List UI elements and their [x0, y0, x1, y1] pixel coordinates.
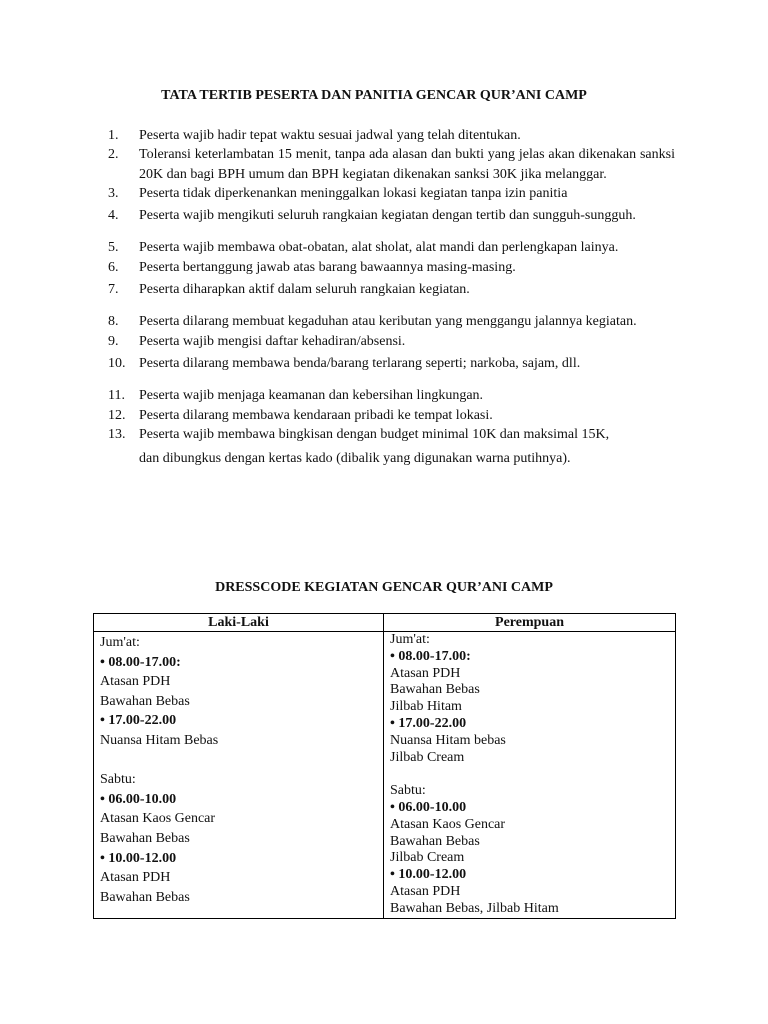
dresscode-table: [93, 613, 676, 919]
rule-text: Peserta wajib membawa obat-obatan, alat sholat, alat mandi dan perlengkapan lainya.: [139, 240, 619, 256]
female-line: Bawahan Bebas: [390, 833, 480, 849]
rule-item-9: [108, 332, 675, 351]
male-time-slot: • 10.00-12.00: [100, 850, 177, 866]
female-line: Atasan Kaos Gencar: [390, 816, 506, 832]
rule-item-6: [108, 258, 675, 277]
female-line: Bawahan Bebas, Jilbab Hitam: [390, 900, 559, 916]
rule-text: Toleransi keterlambatan 15 menit, tanpa ada alasan dan bukti yang jelas akan dikenakan sanksi 20K dan bagi BPH umum dan BPH kegiatan dikenakan sanksi 30K jika melanggar.: [139, 147, 675, 182]
male-line: Bawahan Bebas: [100, 830, 190, 846]
female-line: Jilbab Cream: [390, 850, 465, 866]
rule-number: 4.: [108, 208, 119, 224]
male-column-header: Laki-Laki: [94, 614, 384, 632]
rule-number: 13.: [108, 426, 126, 442]
female-time-slot: • 08.00-17.00:: [390, 648, 471, 664]
female-line: Nuansa Hitam bebas: [390, 732, 506, 748]
male-line: Jum'at:: [100, 635, 140, 650]
rule-number: 10.: [108, 355, 126, 371]
rule-item-2: [108, 145, 675, 184]
rule-item-12: [108, 406, 675, 425]
rule-text: Peserta dilarang membawa kendaraan pribadi ke tempat lokasi.: [139, 407, 493, 423]
rule-item-3: [108, 184, 675, 203]
rules-title: TATA TERTIB PESERTA DAN PANITIA GENCAR QUR’ANI CAMP: [161, 88, 587, 103]
rule-number: 12.: [108, 407, 126, 423]
rule-text: Peserta dilarang membuat kegaduhan atau keributan yang menggangu jalannya kegiatan.: [139, 314, 637, 330]
blank-line: [100, 751, 383, 771]
female-time-slot: • 17.00-22.00: [390, 715, 467, 731]
male-line: Atasan PDH: [100, 674, 171, 690]
female-dresscode-cell: [384, 632, 676, 919]
female-line: Bawahan Bebas: [390, 682, 480, 698]
dresscode-title: DRESSCODE KEGIATAN GENCAR QUR’ANI CAMP: [215, 580, 553, 595]
rule-item-1: [108, 126, 675, 145]
rule-item-10: [108, 354, 675, 373]
rule-text: Peserta dilarang membawa benda/barang terlarang seperti; narkoba, sajam, dll.: [139, 355, 581, 371]
female-line: Jilbab Hitam: [390, 699, 462, 715]
rule-number: 7.: [108, 282, 119, 298]
rule-number: 1.: [108, 128, 119, 143]
dresscode-header-row: [94, 614, 676, 632]
male-dresscode-cell: [94, 632, 384, 919]
rule-item-7: [108, 280, 675, 299]
female-line: Atasan PDH: [390, 665, 461, 681]
rule-text: Peserta wajib membawa bingkisan dengan budget minimal 10K dan maksimal 15K,: [139, 426, 610, 442]
female-line: Jilbab Cream: [390, 749, 465, 765]
rule-item-8: [108, 312, 675, 331]
male-line: Nuansa Hitam Bebas: [100, 732, 219, 748]
male-time-slot: • 17.00-22.00: [100, 713, 177, 729]
rule-number: 2.: [108, 147, 119, 163]
rule-text: Peserta tidak diperkenankan meninggalkan lokasi kegiatan tanpa izin panitia: [139, 185, 568, 201]
female-line: Sabtu:: [390, 783, 426, 799]
rule-text: Peserta diharapkan aktif dalam seluruh rangkaian kegiatan.: [139, 282, 470, 298]
rule-item-4: [108, 206, 675, 225]
male-time-slot: • 06.00-10.00: [100, 791, 177, 807]
male-line: Atasan Kaos Gencar: [100, 811, 216, 827]
male-time-slot: • 08.00-17.00:: [100, 654, 181, 670]
rule-text: Peserta wajib hadir tepat waktu sesuai jadwal yang telah ditentukan.: [139, 128, 521, 143]
rule-text: Peserta wajib mengikuti seluruh rangkaian kegiatan dengan tertib dan sungguh-sungguh.: [139, 208, 636, 224]
rule-number: 9.: [108, 333, 119, 349]
rule-number: 6.: [108, 259, 119, 275]
dresscode-body-row: [94, 632, 676, 919]
rule-text: Peserta wajib mengisi daftar kehadiran/absensi.: [139, 333, 406, 349]
rule-number: 11.: [108, 388, 125, 404]
rule-item-13: [108, 425, 675, 474]
blank-line: [390, 766, 675, 783]
female-time-slot: • 06.00-10.00: [390, 799, 467, 815]
rule-item-11: [108, 386, 675, 405]
female-line: Jum'at:: [390, 632, 430, 647]
female-column-header: Perempuan: [384, 614, 676, 632]
male-line: Atasan PDH: [100, 870, 171, 886]
rule-text-continuation: dan dibungkus dengan kertas kado (dibalik yang digunakan warna putihnya).: [139, 451, 571, 467]
rule-number: 3.: [108, 185, 119, 201]
male-line: Sabtu:: [100, 772, 136, 788]
rule-text: Peserta bertanggung jawab atas barang bawaannya masing-masing.: [139, 259, 516, 275]
rule-item-5: [108, 238, 675, 257]
rule-text: Peserta wajib menjaga keamanan dan kebersihan lingkungan.: [139, 388, 484, 404]
rule-number: 8.: [108, 314, 119, 330]
rules-list: [108, 126, 675, 474]
female-line: Atasan PDH: [390, 883, 461, 899]
female-time-slot: • 10.00-12.00: [390, 867, 467, 883]
male-line: Bawahan Bebas: [100, 889, 190, 905]
male-line: Bawahan Bebas: [100, 693, 190, 709]
rule-number: 5.: [108, 240, 119, 256]
